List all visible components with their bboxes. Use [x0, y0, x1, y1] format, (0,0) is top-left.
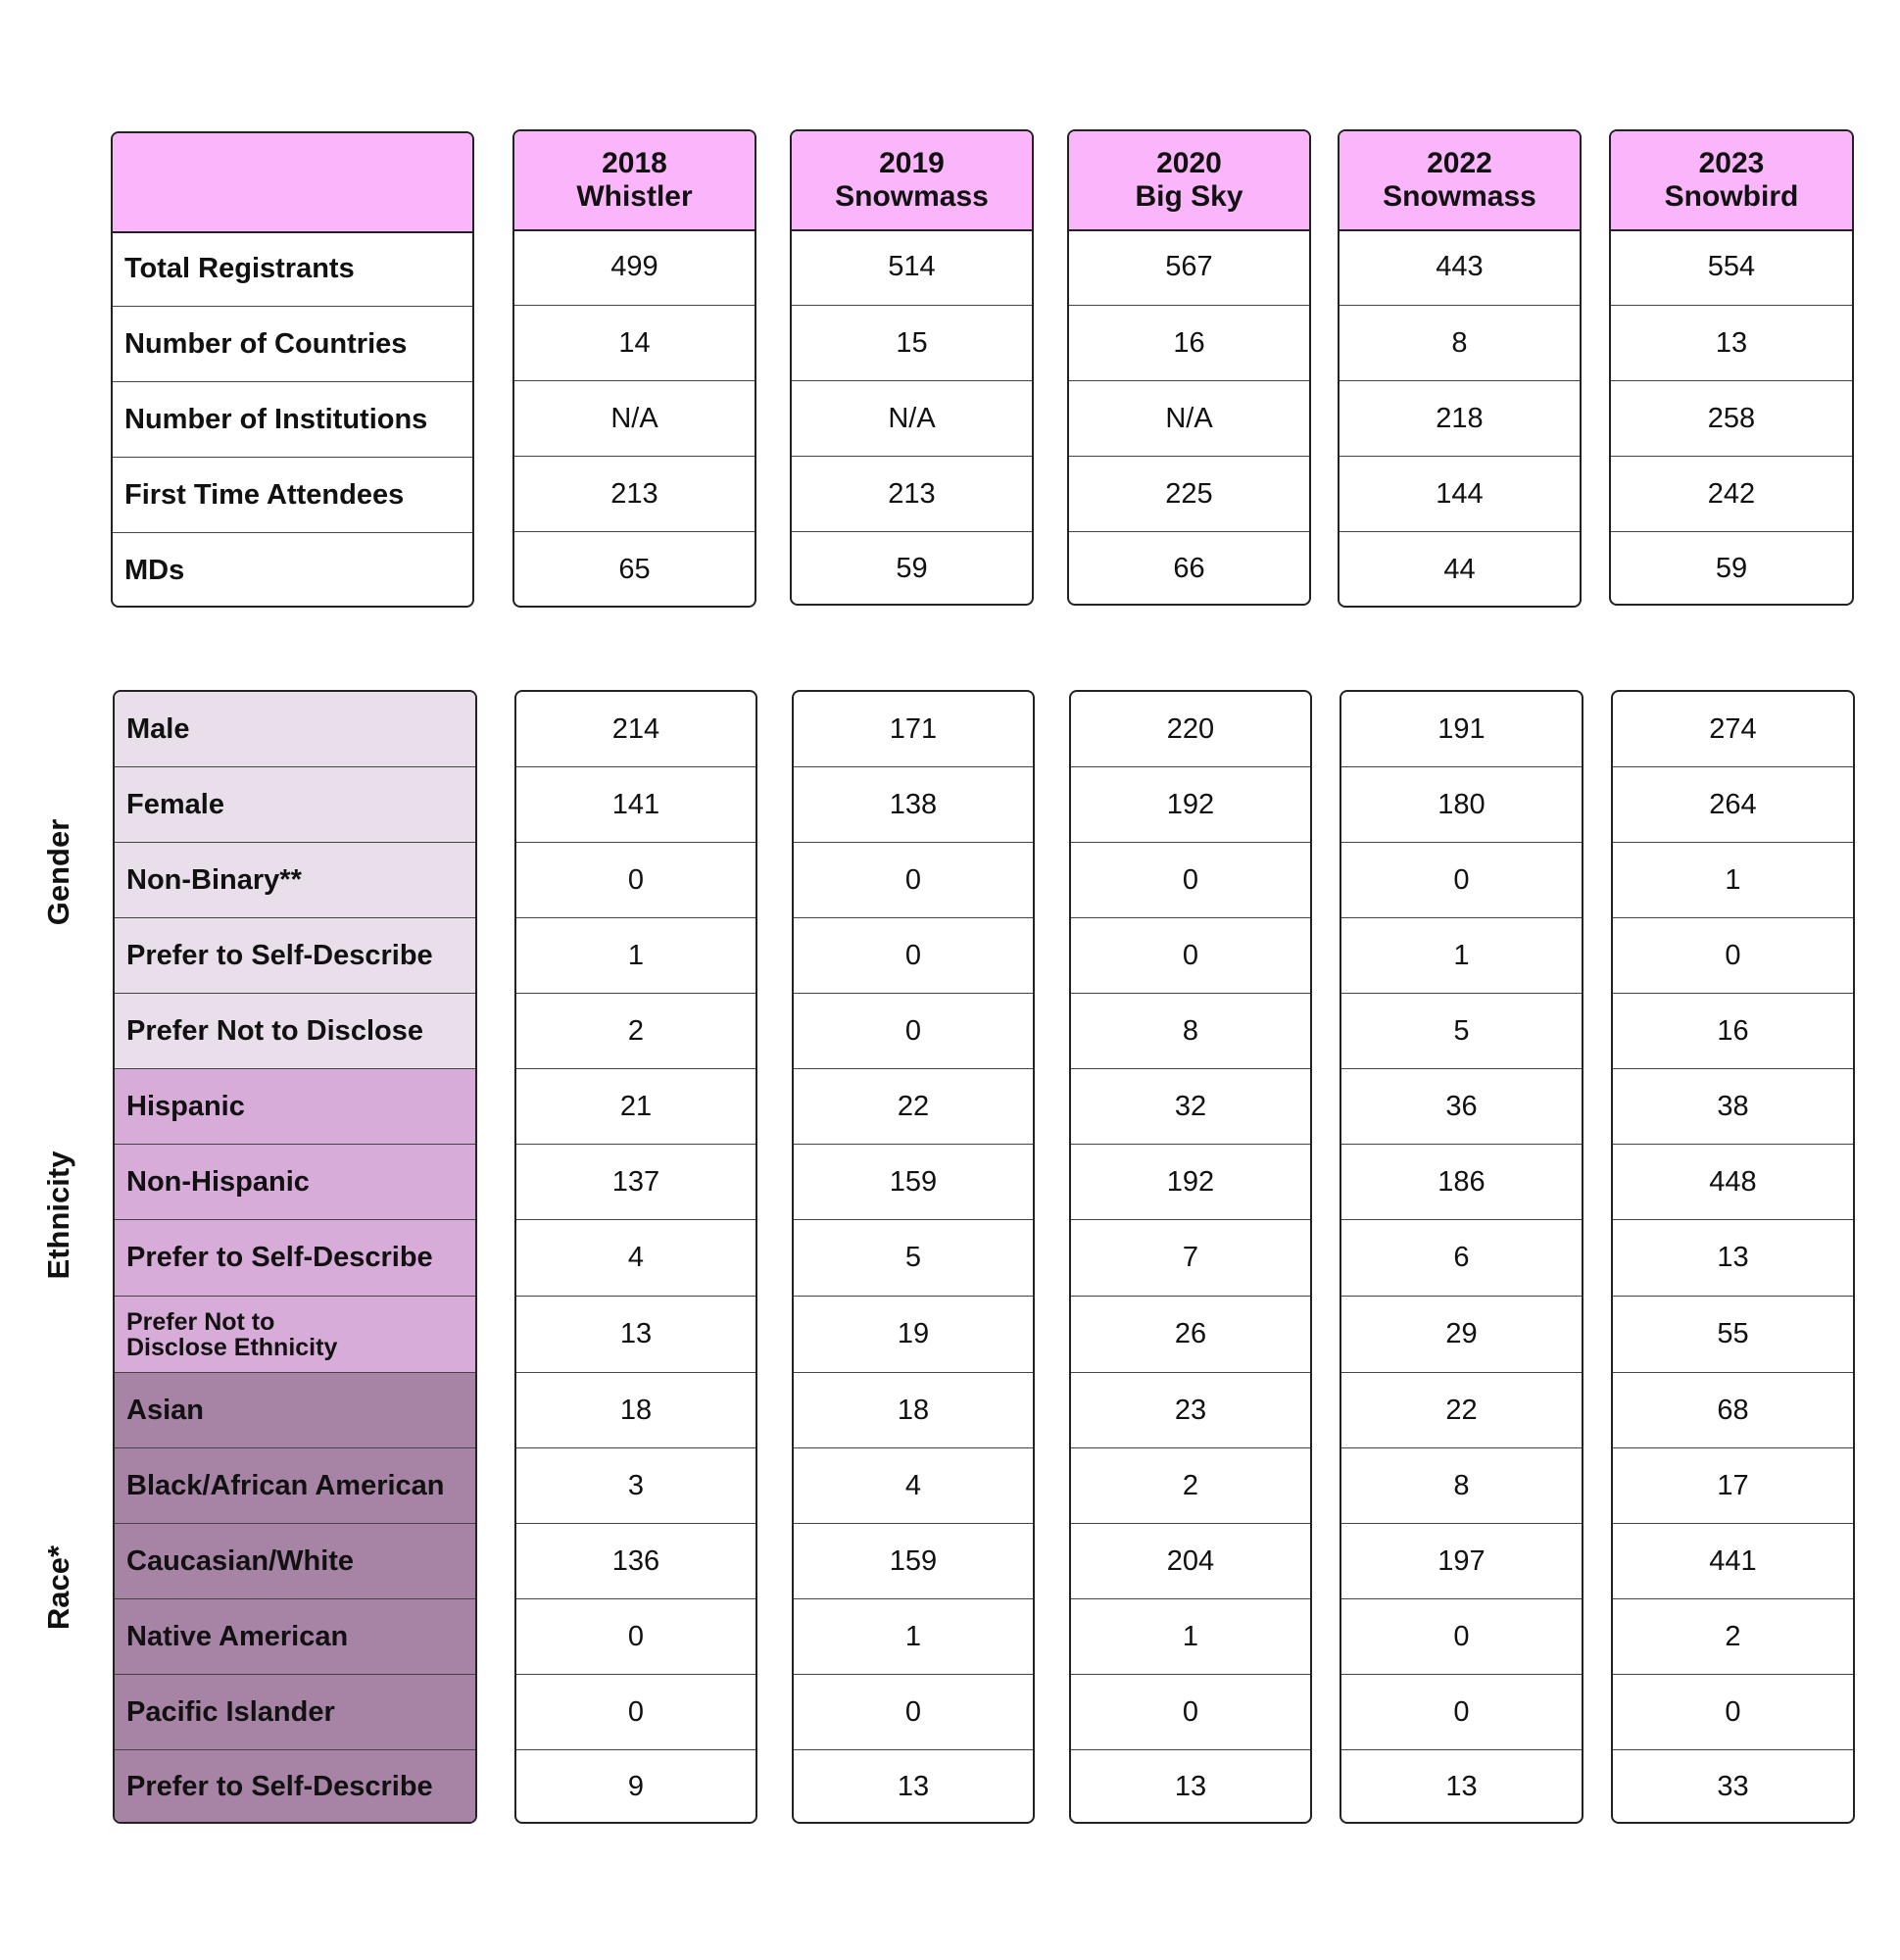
- data-cell: 0: [794, 993, 1033, 1068]
- data-cell: 6: [1341, 1219, 1582, 1296]
- data-cell: 0: [1071, 917, 1310, 993]
- data-cell: 220: [1166, 712, 1215, 745]
- column-venue: Snowmass: [835, 180, 989, 213]
- data-cell: 13: [1613, 1219, 1853, 1296]
- data-cell: 192: [1071, 766, 1310, 842]
- data-cell: 180: [1341, 766, 1582, 842]
- row-label-number-of-countries: Number of Countries: [113, 306, 472, 381]
- data-cell: 0: [1613, 1674, 1853, 1749]
- column-header: [792, 131, 1032, 231]
- column-year: 2019: [879, 147, 945, 179]
- data-cell: 59: [1611, 531, 1852, 606]
- data-cell: 23: [1071, 1372, 1310, 1447]
- row-label-mds: MDs: [113, 532, 472, 608]
- data-cell: 204: [1071, 1523, 1310, 1598]
- data-cell: 13: [516, 1296, 755, 1372]
- row-label-gender-self-describe: Prefer to Self-Describe: [115, 917, 475, 993]
- data-cell: 1: [1613, 842, 1853, 917]
- data-cell: 17: [1613, 1447, 1853, 1523]
- top-column-2019: [790, 129, 1034, 606]
- data-cell: 264: [1613, 766, 1853, 842]
- data-cell: 0: [794, 1674, 1033, 1749]
- data-cell: 16: [1613, 993, 1853, 1068]
- row-label-prefer-not-to-disclose: Prefer Not to Disclose: [115, 993, 475, 1068]
- row-label-native-american: Native American: [115, 1598, 475, 1674]
- bottom-column-2023: [1611, 690, 1855, 1824]
- column-header: [1611, 131, 1852, 231]
- column-venue: Whistler: [576, 180, 693, 213]
- data-cell: 59: [792, 531, 1032, 606]
- data-cell: 21: [516, 1068, 755, 1144]
- row-label-black-african-american: Black/African American: [115, 1447, 475, 1523]
- data-cell: 1: [516, 917, 755, 993]
- column-header: [1069, 131, 1309, 231]
- data-cell: 0: [1071, 1674, 1310, 1749]
- data-cell: 159: [794, 1144, 1033, 1219]
- data-cell: 567: [1165, 251, 1213, 282]
- data-cell: 32: [1071, 1068, 1310, 1144]
- row-label-female: Female: [115, 766, 475, 842]
- data-cell: 13: [1071, 1749, 1310, 1824]
- group-label-ethnicity: Ethnicity: [41, 1151, 75, 1280]
- data-cell: 1: [1071, 1598, 1310, 1674]
- data-cell: 0: [1341, 842, 1582, 917]
- bottom-column-2019: [792, 690, 1035, 1824]
- row-label-non-binary: Non-Binary**: [115, 842, 475, 917]
- data-cell: 4: [794, 1447, 1033, 1523]
- data-cell: 36: [1341, 1068, 1582, 1144]
- data-cell: 29: [1341, 1296, 1582, 1372]
- data-cell: 2: [1613, 1598, 1853, 1674]
- data-cell: 13: [1341, 1749, 1582, 1824]
- bottom-column-2022: [1340, 690, 1583, 1824]
- data-cell: 38: [1613, 1068, 1853, 1144]
- data-cell: 213: [514, 456, 755, 531]
- data-cell: 191: [1437, 712, 1486, 745]
- data-cell: 0: [1341, 1674, 1582, 1749]
- data-cell: 186: [1341, 1144, 1582, 1219]
- top-column-2023: [1609, 129, 1854, 606]
- column-header: [1340, 131, 1580, 231]
- bottom-column-2020: [1069, 690, 1312, 1824]
- data-cell: 65: [514, 531, 755, 608]
- column-year: 2023: [1698, 147, 1765, 179]
- data-cell: 136: [516, 1523, 755, 1598]
- column-year: 2020: [1156, 147, 1222, 179]
- row-label-first-time-attendees: First Time Attendees: [113, 457, 472, 532]
- column-venue: Big Sky: [1135, 180, 1243, 213]
- row-label-race-self-describe: Prefer to Self-Describe: [115, 1749, 475, 1824]
- data-cell: 26: [1071, 1296, 1310, 1372]
- data-cell: 144: [1340, 456, 1580, 531]
- data-cell: 66: [1069, 531, 1309, 606]
- data-cell: 0: [516, 1674, 755, 1749]
- group-label-race: Race*: [41, 1544, 75, 1631]
- bottom-column-2018: [514, 690, 757, 1824]
- data-cell: 159: [794, 1523, 1033, 1598]
- data-cell: 274: [1709, 712, 1757, 745]
- row-label-line-2: Disclose Ethnicity: [126, 1333, 338, 1361]
- data-cell: 514: [888, 251, 936, 282]
- data-cell: 138: [794, 766, 1033, 842]
- data-cell: 7: [1071, 1219, 1310, 1296]
- data-cell: 18: [516, 1372, 755, 1447]
- column-header: [514, 131, 755, 231]
- data-cell: 441: [1613, 1523, 1853, 1598]
- data-cell: 2: [1071, 1447, 1310, 1523]
- row-label-prefer-not-to-disclose-ethnicity: [115, 1296, 475, 1372]
- data-cell: 0: [1341, 1598, 1582, 1674]
- data-cell: 448: [1613, 1144, 1853, 1219]
- data-cell: 1: [794, 1598, 1033, 1674]
- data-cell: 14: [514, 305, 755, 380]
- group-label-gender: Gender: [41, 818, 75, 926]
- row-label-asian: Asian: [115, 1372, 475, 1447]
- row-label-non-hispanic: Non-Hispanic: [115, 1144, 475, 1219]
- column-venue: Snowmass: [1383, 180, 1536, 213]
- data-cell: 0: [794, 842, 1033, 917]
- data-cell: 9: [516, 1749, 755, 1824]
- data-cell: 242: [1611, 456, 1852, 531]
- data-cell: 44: [1340, 531, 1580, 608]
- data-cell: 68: [1613, 1372, 1853, 1447]
- row-label-ethnicity-self-describe: Prefer to Self-Describe: [115, 1219, 475, 1296]
- column-year: 2018: [602, 147, 667, 179]
- data-cell: 258: [1611, 380, 1852, 456]
- data-cell: 499: [610, 251, 658, 282]
- data-cell: 8: [1340, 305, 1580, 380]
- data-cell: 13: [1611, 305, 1852, 380]
- data-cell: 171: [889, 712, 938, 745]
- data-cell: 33: [1613, 1749, 1853, 1824]
- top-label-panel: [111, 131, 474, 608]
- data-cell: 18: [794, 1372, 1033, 1447]
- data-cell: 443: [1436, 251, 1484, 282]
- row-label-hispanic: Hispanic: [115, 1068, 475, 1144]
- data-cell: 22: [794, 1068, 1033, 1144]
- data-cell: 13: [794, 1749, 1033, 1824]
- data-cell: 225: [1069, 456, 1309, 531]
- data-cell: 16: [1069, 305, 1309, 380]
- data-cell: 5: [794, 1219, 1033, 1296]
- data-cell: 5: [1341, 993, 1582, 1068]
- data-cell: 0: [1071, 842, 1310, 917]
- row-label-total-registrants: Total Registrants: [124, 252, 355, 284]
- data-cell: 22: [1341, 1372, 1582, 1447]
- data-cell: 218: [1340, 380, 1580, 456]
- data-cell: 3: [516, 1447, 755, 1523]
- data-cell: 0: [516, 1598, 755, 1674]
- data-cell: 141: [516, 766, 755, 842]
- data-cell: 4: [516, 1219, 755, 1296]
- data-cell: 137: [516, 1144, 755, 1219]
- data-cell: 213: [792, 456, 1032, 531]
- row-label-caucasian-white: Caucasian/White: [115, 1523, 475, 1598]
- data-cell: 2: [516, 993, 755, 1068]
- data-cell: 197: [1341, 1523, 1582, 1598]
- top-column-2018: [512, 129, 756, 608]
- data-cell: 8: [1341, 1447, 1582, 1523]
- data-cell: 55: [1613, 1296, 1853, 1372]
- data-cell: 192: [1071, 1144, 1310, 1219]
- bottom-label-panel: [113, 690, 477, 1824]
- top-column-2020: [1067, 129, 1311, 606]
- column-venue: Snowbird: [1664, 180, 1799, 213]
- top-column-2022: [1338, 129, 1582, 608]
- data-cell: N/A: [1069, 380, 1309, 456]
- data-cell: N/A: [514, 380, 755, 456]
- data-cell: 554: [1707, 251, 1756, 282]
- top-label-header: [113, 133, 472, 233]
- data-cell: 214: [611, 712, 660, 745]
- row-label-line-1: Prefer Not to: [126, 1307, 275, 1336]
- data-cell: 0: [1613, 917, 1853, 993]
- data-cell: 1: [1341, 917, 1582, 993]
- data-cell: 15: [792, 305, 1032, 380]
- data-cell: 0: [516, 842, 755, 917]
- data-cell: 19: [794, 1296, 1033, 1372]
- data-cell: 8: [1071, 993, 1310, 1068]
- data-cell: N/A: [792, 380, 1032, 456]
- row-label-male: Male: [115, 692, 475, 766]
- data-cell: 0: [794, 917, 1033, 993]
- column-year: 2022: [1427, 147, 1492, 179]
- row-label-number-of-institutions: Number of Institutions: [113, 381, 472, 457]
- row-label-pacific-islander: Pacific Islander: [115, 1674, 475, 1749]
